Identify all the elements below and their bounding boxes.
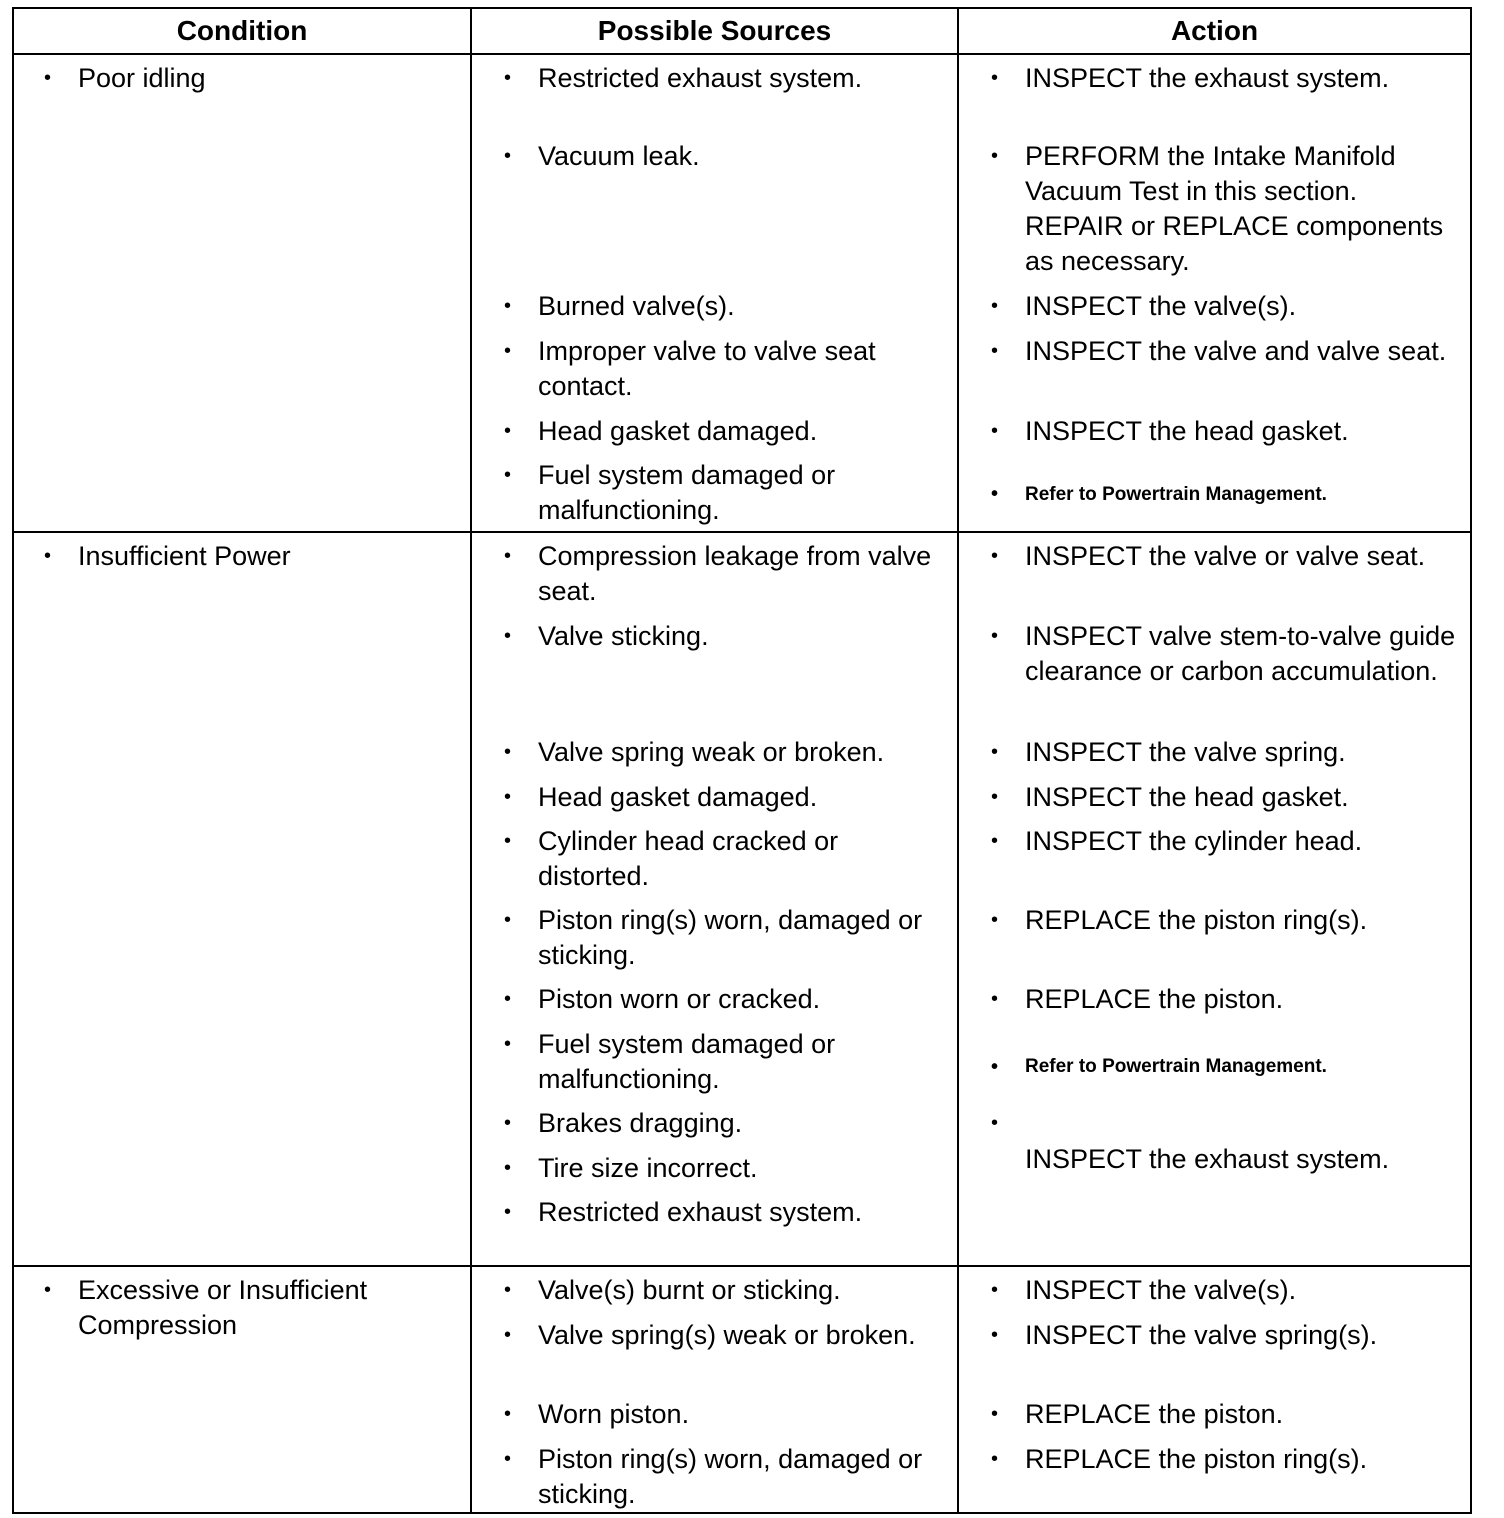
source-item: • Vacuum leak. (472, 139, 957, 289)
action-item: • INSPECT the valve(s). (959, 289, 1470, 334)
source-item: • Worn piston. (472, 1397, 957, 1442)
diagnosis-table (12, 7, 1472, 1514)
sources-cell (471, 54, 958, 532)
header-action: Action (958, 8, 1471, 54)
source-item: • Piston worn or cracked. (472, 982, 957, 1027)
source-item: • Fuel system damaged or malfunctioning. (472, 458, 957, 530)
condition-text: • Poor idling (14, 61, 470, 96)
action-item: • PERFORM the Intake Manifold Vacuum Test in this section. REPAIR or REPLACE components as necessary. (959, 139, 1470, 289)
action-item: • INSPECT the valve and valve seat. (959, 334, 1470, 414)
header-possible-sources: Possible Sources (471, 8, 958, 54)
action-item-text: • Refer to Powertrain Management. (1025, 483, 1327, 505)
source-item: • Cylinder head cracked or distorted. (472, 824, 957, 903)
action-item (959, 458, 1470, 530)
table-row (13, 1266, 1471, 1513)
source-item: • Brakes dragging. (472, 1106, 957, 1151)
action-item: • INSPECT the valve(s). (959, 1273, 1470, 1318)
action-item: • INSPECT the exhaust system. (959, 1106, 1470, 1195)
source-item: • Piston ring(s) worn, damaged or sticking. (472, 903, 957, 982)
action-item-text: • Refer to Powertrain Management. (1025, 1056, 1327, 1077)
condition-text: • Excessive or Insufficient Compression (14, 1273, 470, 1343)
table-row (13, 532, 1471, 1266)
action-item (959, 1027, 1470, 1106)
actions-cell (958, 532, 1471, 1266)
action-item: • INSPECT the valve spring. (959, 735, 1470, 780)
sources-cell (471, 1266, 958, 1513)
action-item: • INSPECT the valve or valve seat. (959, 539, 1470, 619)
source-item: • Improper valve to valve seat contact. (472, 334, 957, 414)
diagnosis-page (12, 7, 1470, 1510)
action-item: • INSPECT the exhaust system. (959, 61, 1470, 139)
header-condition: Condition (13, 8, 471, 54)
action-item: • REPLACE the piston. (959, 982, 1470, 1027)
condition-cell (13, 54, 471, 532)
source-item: • Valve sticking. (472, 619, 957, 735)
condition-text: • Insufficient Power (14, 539, 470, 574)
action-item: • INSPECT the valve spring(s). (959, 1318, 1470, 1397)
source-item: • Valve spring(s) weak or broken. (472, 1318, 957, 1397)
source-item: • Restricted exhaust system. (472, 61, 957, 139)
source-item: • Restricted exhaust system. (472, 1195, 957, 1240)
source-item: • Fuel system damaged or malfunctioning. (472, 1027, 957, 1106)
source-item: • Valve spring weak or broken. (472, 735, 957, 780)
action-item: • INSPECT the head gasket. (959, 414, 1470, 458)
actions-cell (958, 54, 1471, 532)
sources-cell (471, 532, 958, 1266)
action-item: • REPLACE the piston ring(s). (959, 903, 1470, 982)
source-item: • Tire size incorrect. (472, 1151, 957, 1195)
source-item: • Burned valve(s). (472, 289, 957, 334)
source-item: • Valve(s) burnt or sticking. (472, 1273, 957, 1318)
action-item: • INSPECT valve stem-to-valve guide clearance or carbon accumulation. (959, 619, 1470, 735)
condition-cell (13, 1266, 471, 1513)
action-item: • INSPECT the cylinder head. (959, 824, 1470, 903)
source-item: • Head gasket damaged. (472, 414, 957, 458)
header-row (13, 8, 1471, 54)
action-item: • REPLACE the piston. (959, 1397, 1470, 1442)
table-row (13, 54, 1471, 532)
action-item: • INSPECT the head gasket. (959, 780, 1470, 824)
actions-cell (958, 1266, 1471, 1513)
condition-cell (13, 532, 471, 1266)
source-item: • Piston ring(s) worn, damaged or sticking. (472, 1442, 957, 1512)
source-item: • Compression leakage from valve seat. (472, 539, 957, 619)
source-item: • Head gasket damaged. (472, 780, 957, 824)
action-item: • REPLACE the piston ring(s). (959, 1442, 1470, 1512)
